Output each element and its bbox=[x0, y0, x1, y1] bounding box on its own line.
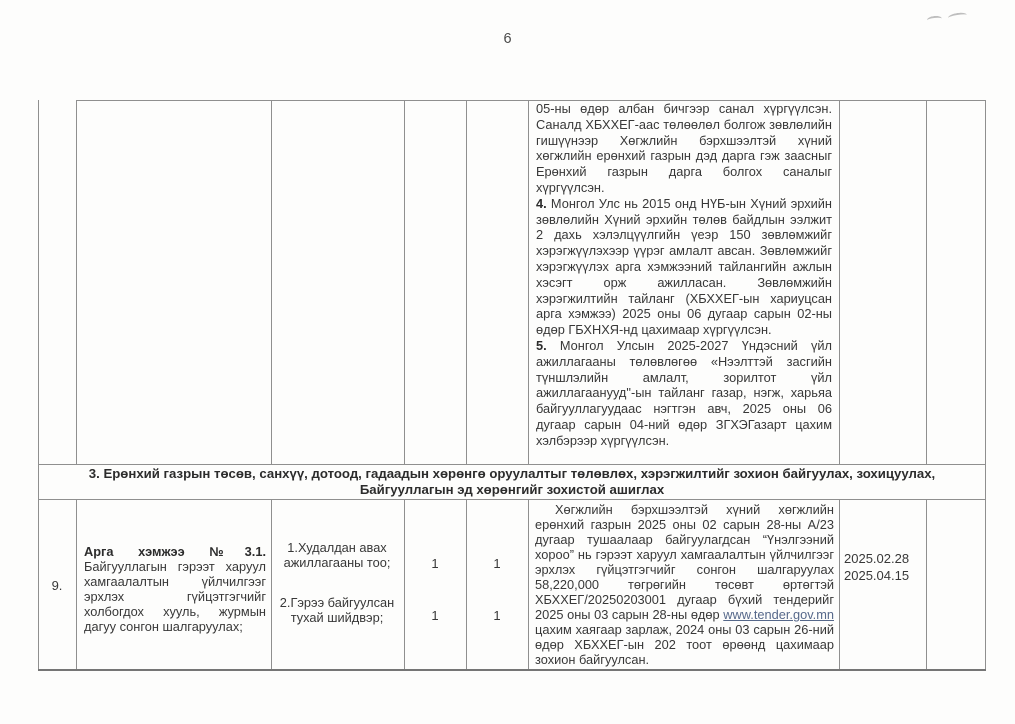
section-header: 3. Ерөнхий газрын төсөв, санхүү, дотоод, гадаадын хөрөнгө оруулалтыг төлөвлөх, хэрэгжилтийг зохион байгуулах, зохицуулах, Байгууллагын эд хөрөнгийг зохистой ашиглах bbox=[88, 466, 936, 498]
item-number: 4. bbox=[536, 195, 547, 211]
divider bbox=[466, 100, 467, 464]
divider bbox=[466, 499, 467, 670]
divider bbox=[76, 499, 77, 670]
target-value-2: 1 bbox=[431, 608, 439, 623]
divider bbox=[38, 669, 986, 671]
item-number: 5. bbox=[536, 337, 547, 353]
divider bbox=[38, 499, 986, 500]
divider bbox=[926, 499, 927, 670]
result-paragraph bbox=[536, 196, 832, 338]
divider bbox=[271, 100, 272, 464]
result-text: Хөгжлийн бэрхшээлтэй хүний хөгжлийн ерөнхий газрын 2025 оны 02 сарын 28-ны А/23 дугаар тушаалаар байгуулагдсан “Үнэлгээний хороо” нь гэрээт харуул хамгаалалтын үйлчилгээг эрхлэх гүйцэтгэгчийг сонгон шалгаруулах 58,220,000 төгрөгийн төсөвт өртөгтэй ХБХХЕГ/20250203001 дугаар бүхий тендерийг 2025 оны 03 сарын 28-ны өдөр bbox=[535, 502, 834, 623]
indicator-2: 2.Гэрээ байгуулсан тухай шийдвэр; bbox=[279, 595, 395, 626]
row-number-cell: 9. bbox=[51, 578, 63, 593]
indicator-1: 1.Худалдан авах ажиллагааны тоо; bbox=[283, 540, 391, 571]
activity-title: Арга хэмжээ №3.1. bbox=[84, 544, 266, 559]
divider bbox=[528, 499, 529, 670]
divider bbox=[38, 464, 986, 465]
row9-result-cell bbox=[535, 502, 834, 668]
handwritten-stroke bbox=[927, 15, 943, 24]
divider bbox=[404, 100, 405, 464]
divider bbox=[76, 100, 77, 464]
page-number: 6 bbox=[503, 31, 512, 47]
paragraph-text: 05-ны өдөр албан бичгээр санал хүргүүлсэн. Саналд ХБХХЕГ-аас төлөөлөл болгож зөвлөлийн гишүүнээр Хөгжлийн бэрхшээлтэй хүний хөгжлийн ерөнхий газрын дэд дарга гэж заасныг Ерөнхий газрын дарга болгох саналыг хүргүүлсэн. bbox=[536, 101, 832, 195]
target-value-1: 1 bbox=[431, 556, 439, 571]
divider bbox=[76, 100, 986, 101]
handwritten-stroke bbox=[948, 12, 968, 22]
divider bbox=[926, 100, 927, 464]
dates-cell bbox=[844, 551, 924, 584]
divider bbox=[271, 499, 272, 670]
activity-cell bbox=[84, 544, 266, 654]
result-paragraph bbox=[536, 338, 832, 449]
divider bbox=[404, 499, 405, 670]
activity-body: Байгууллагын гэрээт харуул хамгаалалтын үйлчилгээг эрхлэх гүйцэтгэгчийг холбогдох хууль, журмын дагуу сонгон шалгаруулах; bbox=[84, 559, 266, 635]
result-paragraph bbox=[536, 101, 832, 196]
divider bbox=[839, 100, 840, 464]
date-end: 2025.04.15 bbox=[844, 567, 910, 583]
paragraph-text: Монгол Улс нь 2015 онд НҮБ-ын Хүний эрхийн зөвлөлийн Хүний эрхийн төлөв байдлын ээлжит 2 дахь хэлэлцүүлгийн үеэр 150 зөвлөмжийг хэрэгжүүлэхээр үүрэг амлалт авсан. Зөвлөмжийг хэрэгжүүлэх арга хэмжээний тайлангийн ажлын хэсэгт орж ажилласан. Зөвлөмжийн хэрэгжилтийн тайланг (ХБХХЕГ-ын хариуцсан арга хэмжээ) 2025 оны 06 дугаар сарын 02-ны өдөр ГБХНХЯ-нд цахимаар хүргүүлсэн. bbox=[536, 195, 832, 338]
divider bbox=[985, 100, 986, 670]
tender-website-link[interactable]: www.tender.gov.mn bbox=[723, 607, 834, 623]
actual-value-1: 1 bbox=[493, 556, 501, 571]
divider bbox=[839, 499, 840, 670]
continuation-result-cell bbox=[536, 101, 832, 463]
divider bbox=[528, 100, 529, 464]
date-start: 2025.02.28 bbox=[844, 551, 910, 566]
paragraph-text: Монгол Улсын 2025-2027 Үндэсний үйл ажиллагааны төлөвлөгөө «Нээлттэй засгийн түншлэлийн амлалт, зорилтот үйл ажиллагаанууд"-ын тайланг газар, нэгж, харьяа байгууллагуудаас нэгтгэн авч, 2025 оны 06 дугаар сарын 04-ний өдөр ЗГХЭГазарт цахим хэлбэрээр хүргүүлсэн. bbox=[536, 337, 832, 448]
actual-value-2: 1 bbox=[493, 608, 501, 623]
result-text: цахим хаягаар зарлаж, 2024 оны 03 сарын 26-ний өдөр ХБХХЕГ-ын 202 тоот өрөөнд цахимаар зохион байгуулсан. bbox=[535, 622, 834, 668]
